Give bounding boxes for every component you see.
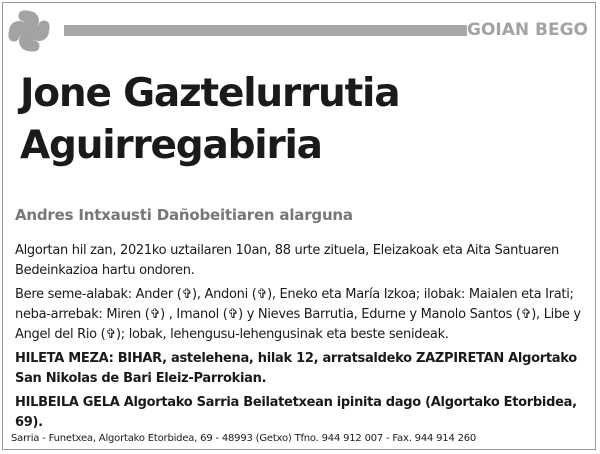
obituary-body [15, 241, 590, 437]
name-line-2: Aguirregabiria [20, 123, 322, 168]
lauburu-icon [6, 8, 52, 54]
death-paragraph: Algortan hil zan, 2021ko uztailaren 10an, 88 urte zituela, Eleizakoak eta Aita Santuaren Bedeinkazioa hartu ondoren. [15, 243, 559, 278]
header-rule [64, 25, 467, 36]
wake-room-paragraph: HILBEILA GELA Algortako Sarria Beilatetxean ipinita dago (Algortako Etorbidea, 69). [15, 395, 577, 430]
section-label: GOIAN BEGO [466, 20, 588, 40]
deceased-name [20, 68, 580, 172]
name-line-1: Jone Gaztelurrutia [20, 71, 400, 116]
spouse-line: Andres Intxausti Dañobeitiaren alarguna [15, 206, 353, 224]
funeral-home-contact: Sarria - Funetxea, Algortako Etorbidea, 69 - 48993 (Getxo) Tfno. 944 912 007 - Fax. 944 914 260 [11, 433, 477, 444]
funeral-mass-paragraph: HILETA MEZA: BIHAR, astelehena, hilak 12, arratsaldeko ZAZPIRETAN Algortako San Nikolas de Bari Eleiz-Parrokian. [15, 351, 577, 386]
family-paragraph: Bere seme-alabak: Ander (✞), Andoni (✞), Eneko eta María Izkoa; ilobak: Maialen eta Irati; neba-arrebak: Miren (✞) , Imanol (✞) y Nieves Barrutia, Edurne y Manolo Santos (✞), Libe y Angel del Rio (✞); lobak, lehengusu-lehengusinak eta beste senideak. [15, 287, 581, 342]
